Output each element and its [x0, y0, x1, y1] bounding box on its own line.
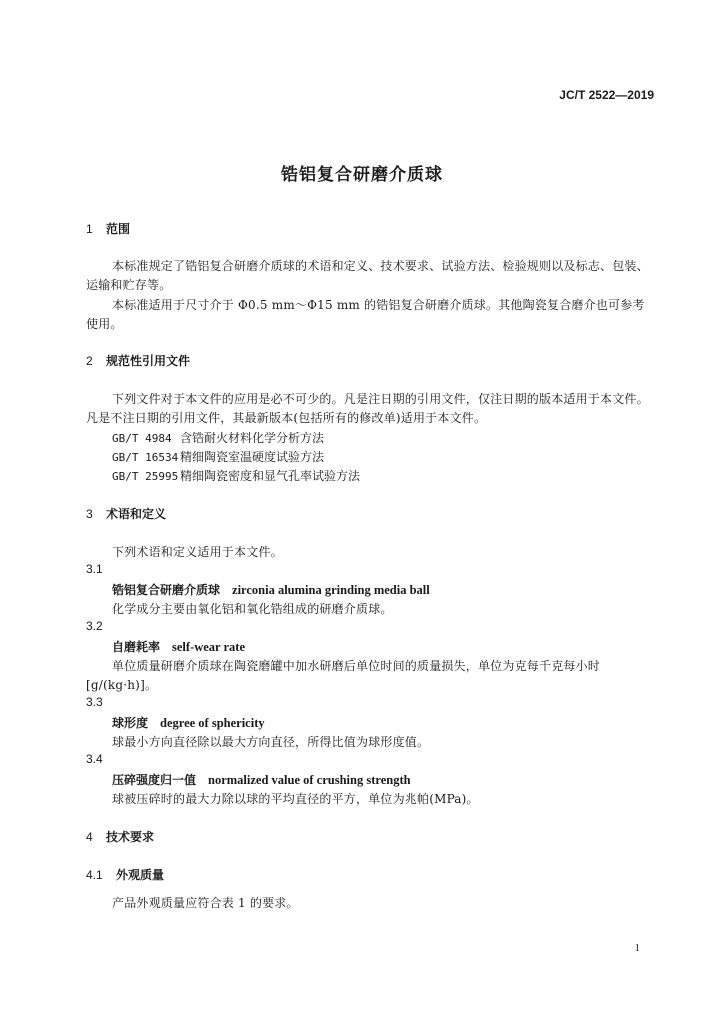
term-3-2-definition-line-1: 单位质量研磨介质球在陶瓷磨罐中加水研磨后单位时间的质量损失，单位为克每千克每小时: [112, 659, 601, 673]
section-4-number: 4: [86, 830, 93, 844]
section-2-title: 规范性引用文件: [106, 354, 191, 368]
section-1-para-2-line-2: 使用。: [86, 317, 123, 331]
section-2-number: 2: [86, 354, 93, 368]
subsection-4-1-heading: [86, 866, 164, 883]
term-3-1-definition: 化学成分主要由氧化铝和氧化锆组成的研磨介质球。: [112, 602, 393, 616]
section-4-title: 技术要求: [106, 830, 155, 844]
section-1-heading: [86, 220, 130, 237]
section-3-intro: 下列术语和定义适用于本文件。: [112, 545, 283, 559]
term-3-2-definition-line-2: [g/(kg·h)]。: [86, 678, 158, 692]
page-number: 1: [634, 942, 640, 954]
reference-title: 精细陶瓷密度和显气孔率试验方法: [180, 469, 361, 483]
term-3-3-en: degree of sphericity: [160, 716, 265, 730]
section-2-para-line-2: 凡是不注日期的引用文件，其最新版本(包括所有的修改单)适用于本文件。: [86, 411, 487, 425]
term-3-2-cn: 自磨耗率: [112, 640, 161, 654]
subsection-4-1-para: 产品外观质量应符合表 1 的要求。: [112, 896, 299, 910]
term-3-1-cn: 锆铝复合研磨介质球: [112, 583, 221, 597]
section-2-para-line-1: 下列文件对于本文件的应用是必不可少的。凡是注日期的引用文件，仅注日期的版本适用于本文件。: [112, 392, 649, 406]
reference-code: GB/T 16534: [112, 451, 179, 464]
term-3-1-heading: [112, 581, 430, 598]
section-1-title: 范围: [106, 222, 131, 236]
term-3-2-number: 3.2: [86, 619, 103, 633]
section-4-heading: [86, 828, 154, 845]
term-3-2-en: self-wear rate: [172, 640, 246, 654]
term-3-1-number: 3.1: [86, 562, 103, 576]
section-1-number: 1: [86, 222, 93, 236]
reference-item: [112, 429, 324, 446]
term-3-4-en: normalized value of crushing strength: [208, 773, 411, 787]
subsection-4-1-title: 外观质量: [116, 868, 165, 882]
reference-item: [112, 448, 324, 465]
standard-code: JC/T 2522—2019: [559, 88, 654, 102]
document-title: 锆铝复合研磨介质球: [281, 165, 443, 185]
term-3-3-cn: 球形度: [112, 716, 149, 730]
term-3-4-definition: 球被压碎时的最大力除以球的平均直径的平方，单位为兆帕(MPa)。: [112, 792, 479, 806]
term-3-4-cn: 压碎强度归一值: [112, 773, 197, 787]
reference-code: GB/T 25995: [112, 470, 179, 483]
reference-item: [112, 467, 360, 484]
section-3-title: 术语和定义: [106, 507, 167, 521]
section-1-para-1-line-1: 本标准规定了锆铝复合研磨介质球的术语和定义、技术要求、试验方法、检验规则以及标志、包装、: [112, 259, 649, 273]
term-3-3-number: 3.3: [86, 695, 103, 709]
term-3-2-heading: [112, 638, 245, 655]
subsection-4-1-number: 4.1: [86, 868, 103, 882]
term-3-4-number: 3.4: [86, 752, 103, 766]
section-3-number: 3: [86, 507, 93, 521]
section-1-para-1-line-2: 运输和贮存等。: [86, 278, 172, 292]
section-1-para-2-line-1: 本标准适用于尺寸介于 Φ0.5 mm～Φ15 mm 的锆铝复合研磨介质球。其他陶瓷复合磨介也可参考: [112, 298, 645, 312]
term-3-3-definition: 球最小方向直径除以最大方向直径，所得比值为球形度值。: [112, 735, 430, 749]
section-3-heading: [86, 505, 166, 522]
reference-code: GB/T 4984: [112, 432, 172, 445]
term-3-3-heading: [112, 714, 265, 731]
reference-title: 精细陶瓷室温硬度试验方法: [180, 450, 325, 464]
section-2-heading: [86, 352, 190, 369]
term-3-4-heading: [112, 771, 411, 788]
term-3-1-en: zirconia alumina grinding media ball: [232, 583, 430, 597]
reference-title: 含锆耐火材料化学分析方法: [180, 431, 325, 445]
